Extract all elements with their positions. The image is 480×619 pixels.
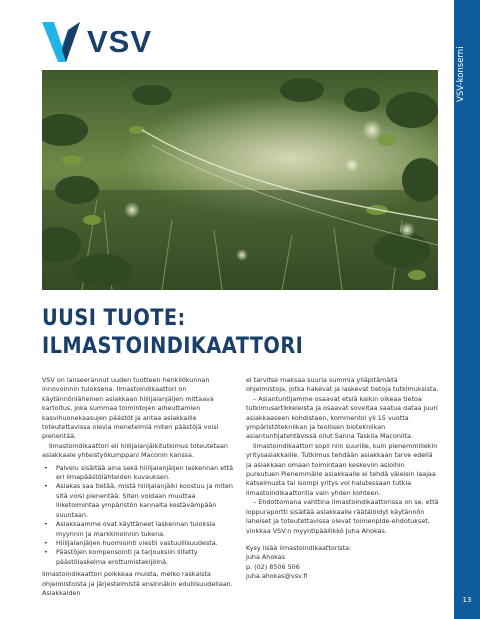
contact-heading: Kysy lisää ilmastoindikaattorista: bbox=[246, 543, 352, 552]
list-item: • Asiakkaamme ovat käyttäneet laskennan tuloksia myynnin ja markkinoinnin tukena. bbox=[56, 520, 235, 539]
paragraph: ei tarvitse maksaa suuria summia ylläpitämällä ohjelmistoja, jotka hakevat ja laskevat tietoja tutkimuksista. bbox=[246, 376, 439, 394]
title-line: ILMASTOINDIKAATTORI bbox=[42, 334, 304, 359]
side-band bbox=[454, 0, 480, 619]
page-number: 13 bbox=[462, 596, 472, 604]
section-label: VSV-konserni bbox=[456, 46, 466, 102]
contact-block bbox=[246, 544, 439, 582]
contact-phone: p. (02) 8506 506 bbox=[246, 562, 300, 571]
contact-name: Juha Ahokas bbox=[246, 553, 286, 562]
right-column bbox=[246, 376, 439, 582]
paragraph: Ilmastoindikaattori sopii niin suurille, kuin pienemmillekin yritysasiakkaille. Tutkimus tehdään asiakkaan tarve edellä ja asiakkaan omaan toimintaan keskeviin asioihin pureutuen Pienemmälle asiakkaalle ei tehdä väleisin laajaa katselmusta tai isompi yritys voi halutessaan tutkia ilmastoindikaattorilla vain yhden kohteen. bbox=[246, 441, 438, 497]
list-item: • Asiakas saa tietää, mistä hiilijalanjälki koostuu ja miten sitä voisi pienentää. Siten voidaan muuttaa liiketoimintaa ympäristön kannalta kestävämpään suuntaan. bbox=[56, 482, 235, 520]
contact-email[interactable]: juha.ahokas@vsv.fi bbox=[246, 572, 308, 581]
paragraph: Ilmastoindikaattori eli hiilijalanjälkitutkimus toteutetaan asiakkaale yhteistyökumppani Maconin kanssa. bbox=[42, 441, 228, 460]
spider-web-photo bbox=[42, 70, 438, 290]
header-photo bbox=[42, 70, 438, 290]
paragraph: VSV on lanseerannut uuden tuotteen henkilökunnan innovoinnin tuloksena. Ilmastoindikaattori on käytännönläheinen asiakkaan hiilijalanjäljen mittaava kartoitus, joka summaa toimintojen aiheuttamien kasvihuonekaasujen päästöt ja antaa asiakkaille toteutettavissa olevia menetelmiä miten päästöjä voisi pienentää. bbox=[42, 376, 219, 441]
title-line: UUSI TUOTE: bbox=[42, 306, 186, 331]
list-item: • Hiilijalanjäljen huomiointi viestii vastuullisuudesta. bbox=[56, 539, 235, 548]
bullet-list bbox=[42, 464, 235, 567]
vsv-logo-mark bbox=[40, 20, 84, 64]
paragraph: – Ehdottomana vahttina ilmastoindikaattorissa on se, että loppuraportti sisältää asiakkaalle räätälöidyt käytännön laheiset ja toteutettavissa olevat toimenpide-ehdotukset, vinkkaa VSV:n myyntipäällikkö Juha Ahokas. bbox=[246, 498, 439, 535]
list-item: • Palvelu sisältää aina sekä hiilijalanjäljen laskennan että eri ilmapäästölähteiden kuvauksen. bbox=[56, 464, 235, 483]
left-column bbox=[42, 376, 235, 598]
logo-wordmark: VSV bbox=[87, 24, 153, 59]
paragraph: – Asiantuntijamme osaavat etsiä kaikin oikeaa tietoa tutkimusartikkeleista ja osaavat soveltaa saatua dataa juuri asiakkaaseen kohdistaen, kommentoi yli 15 vuotta ympäristötekniikan ja teollisen biotekniikan asiantuntijatehtävissä ollut Sanna Taskila Maconilta. bbox=[246, 394, 438, 441]
list-item: • Päästöjen kompensointi ja tarjouksiin liitetty päästölaskelma erottumistekijöinä. bbox=[56, 548, 235, 567]
vsv-logo bbox=[40, 20, 160, 64]
article-title bbox=[42, 305, 303, 361]
paragraph: Ilmastoindikaattori poikkeaa muista, melko raskaista ohjelmistoista ja järjestelmistä ensinnäkin edullisuudellaan. Asiakkaiden bbox=[42, 570, 233, 597]
